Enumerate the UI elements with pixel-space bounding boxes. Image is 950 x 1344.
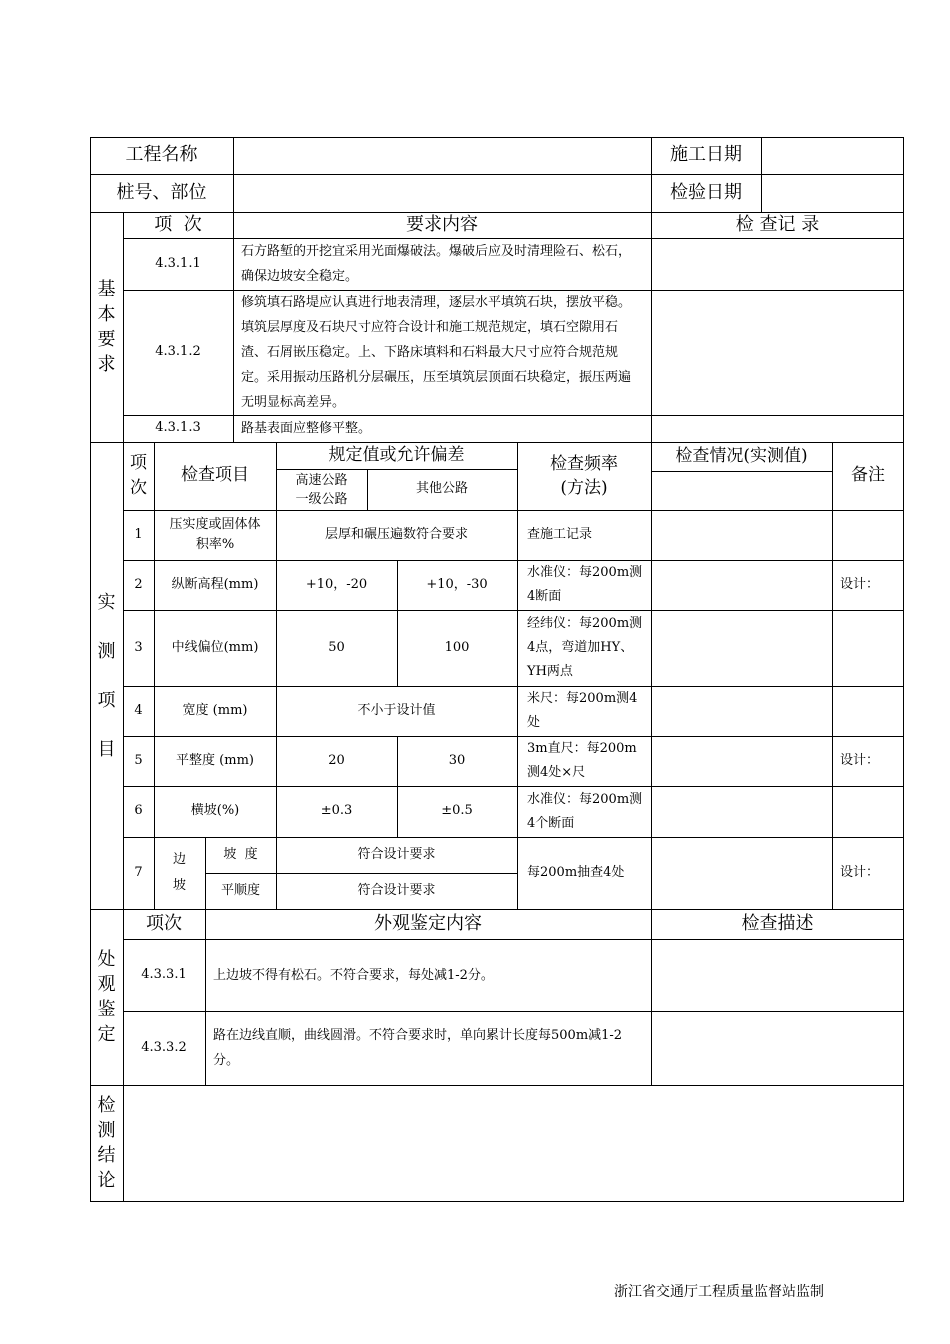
appearance-row-id: 4.3.3.2 (141, 1039, 187, 1055)
basic-col-item: 项 次 (154, 213, 202, 235)
measured-row-no: 3 (134, 639, 143, 655)
measured-col-frequency: 检查频率 (方法) (550, 454, 618, 498)
basic-row-content: 石方路堑的开挖宜采用光面爆破法。爆破后应及时清理险石、松石，确保边坡安全稳定。 (241, 244, 632, 284)
project-name-label: 工程名称 (125, 144, 198, 166)
measured-row-other: 100 (444, 639, 470, 655)
basic-row-id: 4.3.1.3 (155, 420, 201, 436)
slope-gradient-label: 坡 度 (223, 846, 258, 862)
appearance-row-id: 4.3.3.1 (141, 966, 187, 982)
measured-row-highway: 20 (328, 752, 345, 768)
inspection-form-table (90, 137, 904, 1202)
measured-row-item: 压实度或固体体积率% (169, 517, 261, 552)
measured-row-no: 6 (134, 803, 143, 819)
construction-date-label: 施工日期 (670, 144, 742, 166)
measured-row-other: 30 (448, 752, 466, 768)
measured-row-remark: 设计： (840, 752, 880, 768)
measured-row-spec: 不小于设计值 (357, 702, 436, 718)
measured-row-item: 纵断高程(mm) (171, 576, 259, 592)
measured-col-remark: 备注 (851, 465, 885, 486)
appearance-section-label: 处 观 鉴 定 (97, 949, 116, 1045)
measured-row-frequency: 水准仪：每200m测4断面 (527, 565, 643, 604)
basic-row-content: 路基表面应整修平整。 (241, 421, 372, 436)
slope-smoothness-label: 平顺度 (220, 882, 260, 898)
measured-row-no: 7 (134, 864, 143, 880)
basic-row-id: 4.3.1.2 (155, 344, 201, 360)
measured-row-frequency: 每200m抽查4处 (527, 864, 625, 880)
measured-row-no: 2 (134, 576, 143, 592)
measured-row-other: ±0.5 (441, 803, 473, 819)
measured-row-remark: 设计： (840, 576, 880, 592)
measured-row-remark: 设计： (840, 864, 880, 880)
measured-col-actual: 检查情况(实测值) (675, 445, 808, 466)
basic-col-content: 要求内容 (406, 213, 478, 235)
footer-issuer: 浙江省交通厅工程质量监督站监制 (614, 1284, 824, 1300)
appearance-col-content: 外观鉴定内容 (374, 912, 482, 934)
measured-col-highway: 高速公路 一级公路 (295, 472, 348, 507)
measured-row-highway: ±0.3 (320, 803, 353, 819)
appearance-col-item: 项次 (146, 912, 182, 934)
measured-row-item: 中线偏位(mm) (171, 639, 259, 655)
inspection-date-label: 检验日期 (670, 181, 742, 203)
measured-row-no: 1 (134, 526, 143, 542)
measured-row-frequency: 查施工记录 (527, 526, 593, 542)
station-location-label: 桩号、部位 (116, 181, 207, 203)
measured-row-frequency: 米尺：每200m测4处 (527, 691, 638, 730)
measured-row-frequency: 3m直尺：每200m测4处×尺 (527, 741, 637, 780)
measured-row-spec: 层厚和碾压遍数符合要求 (324, 526, 468, 542)
measured-row-highway: 50 (328, 639, 345, 655)
measured-row-item: 宽度 (mm) (182, 702, 248, 718)
appearance-col-description: 检查描述 (741, 912, 814, 934)
slope-smoothness-spec: 符合设计要求 (357, 882, 436, 898)
measured-row-no: 5 (134, 752, 143, 768)
measured-row-no: 4 (134, 702, 143, 718)
conclusion-section-label: 检 测 结 论 (97, 1095, 116, 1191)
appearance-row-content: 路在边线直顺，曲线圆滑。不符合要求时，单向累计长度每500m减1-2分。 (213, 1028, 623, 1068)
measured-col-check-item: 检查项目 (181, 465, 249, 486)
basic-row-id: 4.3.1.1 (155, 255, 201, 271)
slope-gradient-spec: 符合设计要求 (357, 846, 436, 862)
measured-col-other-road: 其他公路 (415, 481, 468, 497)
appearance-row-content: 上边坡不得有松石。不符合要求，每处减1-2分。 (213, 967, 494, 983)
basic-col-record: 检 查记 录 (735, 213, 820, 235)
measured-col-item: 项 次 (130, 453, 147, 498)
measured-items-section-label: 实 测 项 目 (97, 591, 116, 760)
measured-row-highway: +10，-20 (305, 576, 368, 592)
measured-row-item: 平整度 (mm) (176, 752, 254, 768)
measured-col-spec: 规定值或允许偏差 (328, 444, 465, 465)
measured-row-frequency: 经纬仪：每200m测4点，弯道加HY、YH两点 (527, 616, 643, 679)
slope-group-label: 边 坡 (172, 852, 186, 893)
basic-row-content: 修筑填石路堤应认真进行地表清理，逐层水平填筑石块，摆放平稳。填筑层厚度及石块尺寸应符合设计和施工规范规定，填石空隙用石渣、石屑嵌压稳定。上、下路床填料和石料最大尺寸应符合规范规定。采用振动压路机分层碾压，压至填筑层顶面石块稳定，振压两遍无明显标高差异。 (241, 295, 632, 410)
measured-row-frequency: 水准仪：每200m测4个断面 (527, 791, 643, 831)
measured-row-other: +10，-30 (426, 576, 488, 592)
basic-requirements-section-label: 基 本 要 求 (97, 279, 116, 375)
measured-row-item: 横坡(%) (190, 803, 240, 819)
